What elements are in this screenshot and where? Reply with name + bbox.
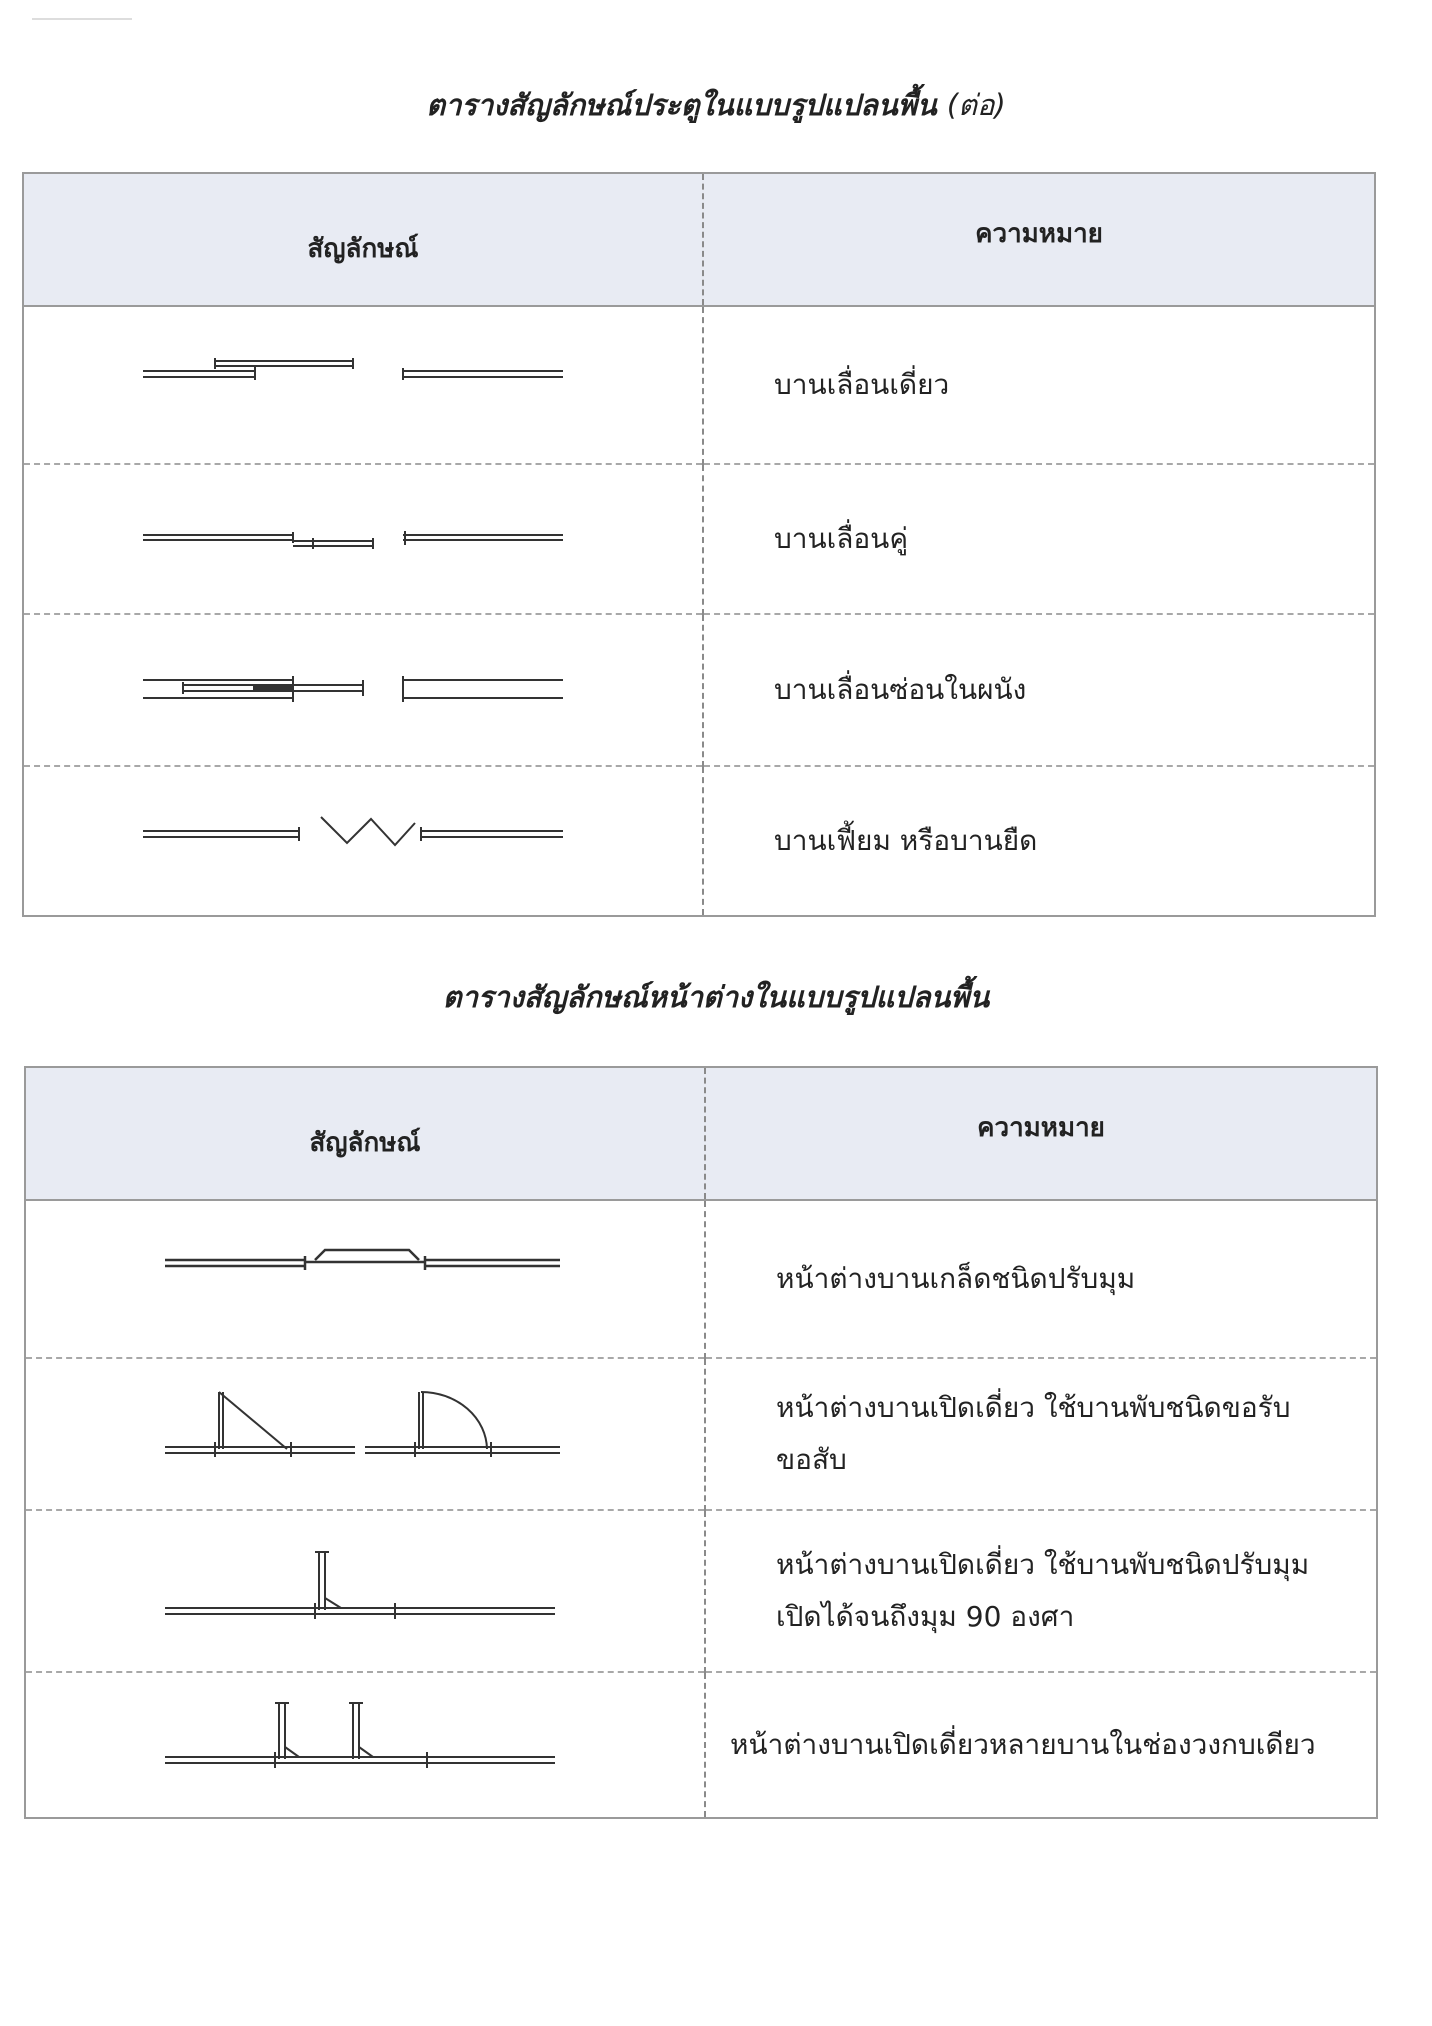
table-row xyxy=(23,614,1375,766)
table-row xyxy=(25,1358,1377,1510)
table-row xyxy=(25,1200,1377,1358)
doors-symbol-table xyxy=(22,172,1376,917)
meaning-line-1: หน้าต่างบานเกล็ดชนิดปรับมุม xyxy=(776,1262,1136,1295)
meaning-cell xyxy=(705,1510,1377,1672)
table-row xyxy=(25,1510,1377,1672)
meaning-cell xyxy=(705,1358,1377,1510)
doors-table-title xyxy=(0,82,1432,128)
doors-header-meaning: ความหมาย xyxy=(703,173,1375,306)
table-row xyxy=(23,766,1375,916)
symbol-cell xyxy=(25,1200,705,1358)
symbol-cell xyxy=(25,1672,705,1818)
louver-window-icon xyxy=(165,1242,565,1282)
scan-mark xyxy=(32,18,132,20)
meaning-line-1: หน้าต่างบานเปิดเดี่ยวหลายบานในช่องวงกบเดียว xyxy=(730,1728,1316,1761)
symbol-cell xyxy=(23,766,703,916)
table-row xyxy=(23,306,1375,464)
pocket-sliding-door-icon xyxy=(143,670,583,710)
windows-header-meaning: ความหมาย xyxy=(705,1067,1377,1200)
meaning-line-1: หน้าต่างบานเปิดเดี่ยว ใช้บานพับชนิดปรับมุม xyxy=(776,1548,1310,1581)
windows-symbol-table xyxy=(24,1066,1378,1819)
meaning-cell: บานเลื่อนเดี่ยว xyxy=(774,368,950,401)
windows-header-row xyxy=(25,1067,1377,1200)
meaning-cell xyxy=(705,1672,1377,1818)
windows-title-text: ตารางสัญลักษณ์หน้าต่างในแบบรูปแปลนพื้น xyxy=(442,980,990,1014)
symbol-cell xyxy=(25,1358,705,1510)
doors-title-suffix: (ต่อ) xyxy=(946,88,1006,122)
table-row xyxy=(25,1672,1377,1818)
meaning-cell: บานเฟี้ยม หรือบานยืด xyxy=(703,766,1375,916)
casement-window-hook-icon xyxy=(165,1387,565,1477)
meaning-line-1: หน้าต่างบานเปิดเดี่ยว ใช้บานพับชนิดขอรับ xyxy=(776,1391,1291,1424)
meaning-cell xyxy=(705,1200,1377,1358)
doors-title-text: ตารางสัญลักษณ์ประตูในแบบรูปแปลนพื้น xyxy=(426,88,937,122)
symbol-cell xyxy=(23,614,703,766)
multi-casement-window-icon xyxy=(165,1697,565,1787)
meaning-line-2: เปิดได้จนถึงมุม 90 องศา xyxy=(776,1600,1075,1633)
casement-window-90-icon xyxy=(165,1546,565,1636)
single-sliding-door-icon xyxy=(143,353,583,393)
windows-header-symbol: สัญลักษณ์ xyxy=(25,1067,705,1200)
meaning-line-2: ขอสับ xyxy=(776,1443,847,1476)
doors-header-symbol: สัญลักษณ์ xyxy=(23,173,703,306)
table-row xyxy=(23,464,1375,614)
meaning-cell: บานเลื่อนซ่อนในผนัง xyxy=(703,614,1375,766)
symbol-cell xyxy=(25,1510,705,1672)
windows-table-title xyxy=(0,974,1432,1020)
doors-header-row xyxy=(23,173,1375,306)
symbol-cell xyxy=(23,464,703,614)
meaning-cell: บานเลื่อนคู่ xyxy=(703,464,1375,614)
double-sliding-door-icon xyxy=(143,519,583,559)
symbol-cell xyxy=(23,306,703,464)
folding-door-icon xyxy=(143,811,583,851)
